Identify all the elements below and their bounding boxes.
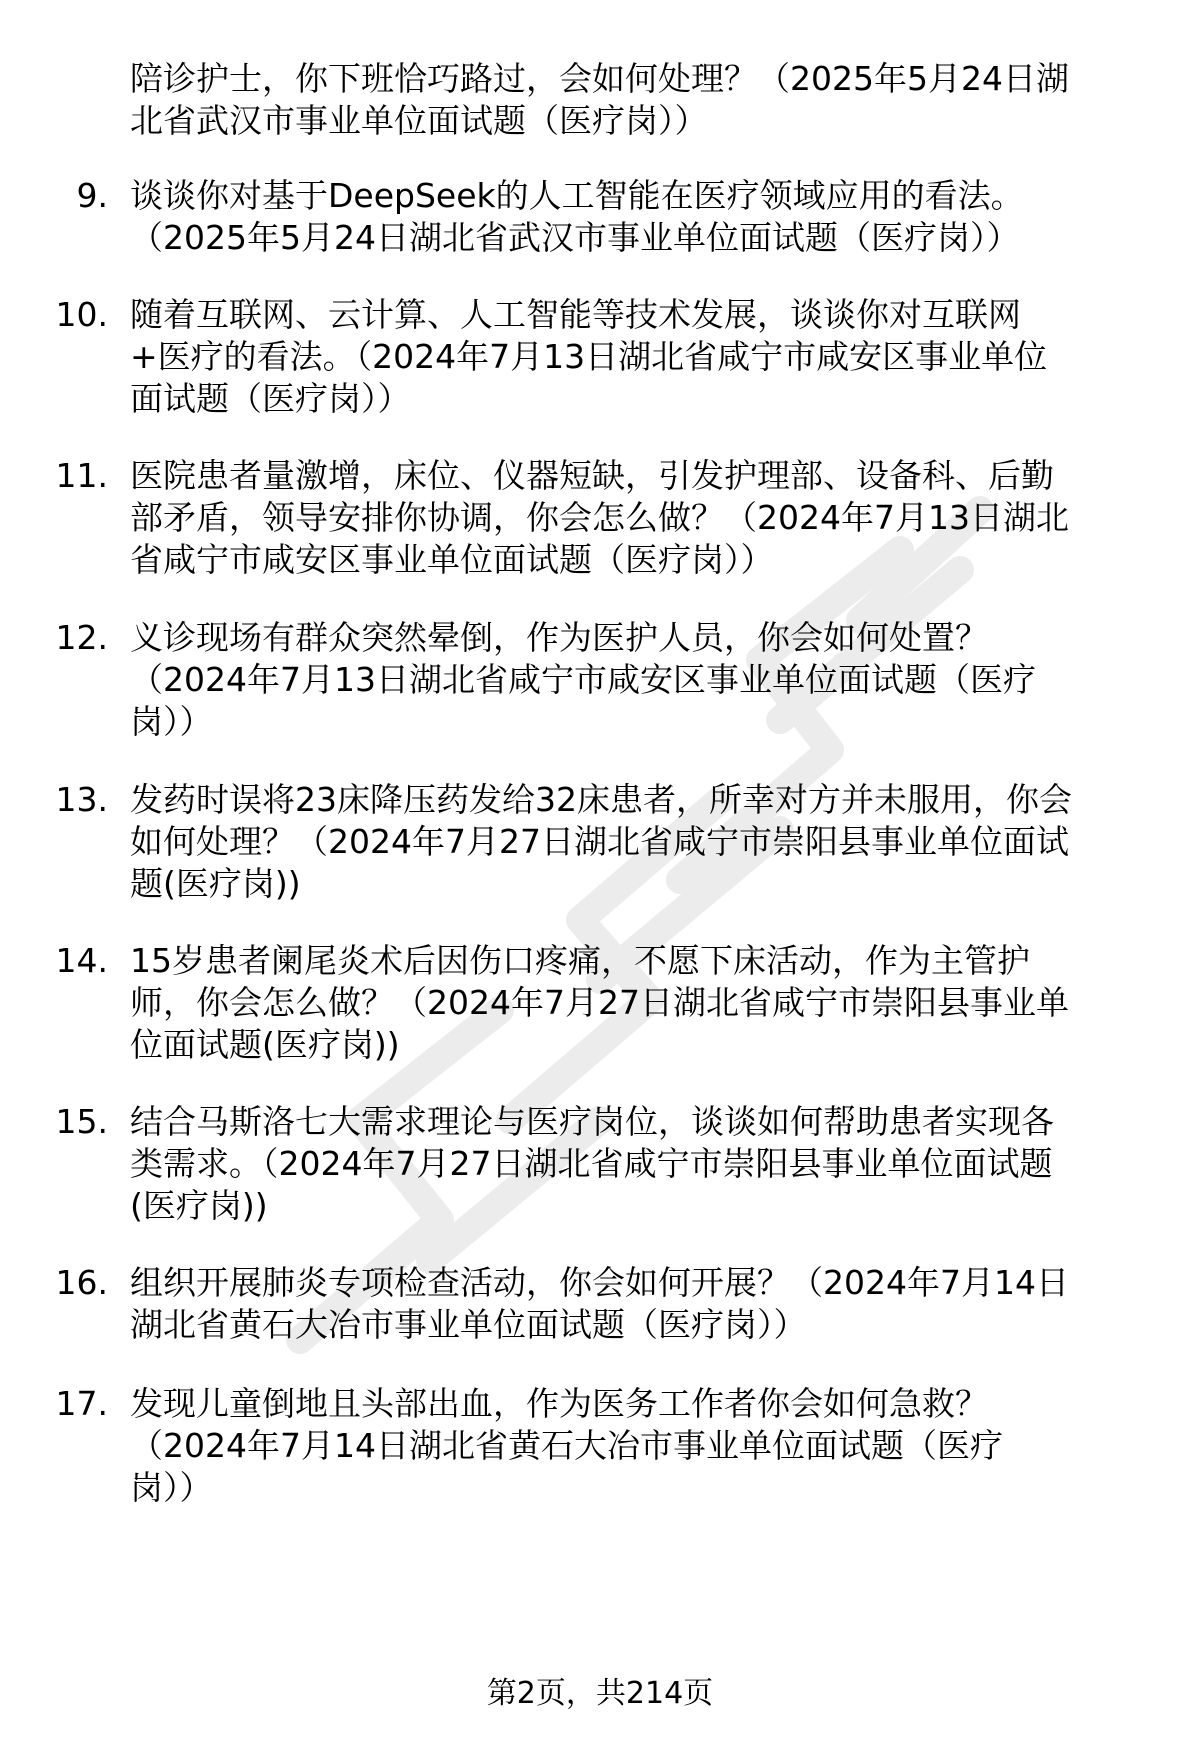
item-question: 陪诊护士，你下班恰巧路过，会如何处理？（2025年5月24日湖 北省武汉市事业单位面试题（医疗岗）） bbox=[130, 59, 1069, 140]
item-question: 医院患者量激增，床位、仪器短缺，引发护理部、设备科、后勤 部矛盾，领导安排你协调，你会怎么做？（2024年7月13日湖北 省咸宁市咸安区事业单位面试题（医疗岗）） bbox=[130, 456, 1069, 579]
item-number: 12. bbox=[55, 618, 108, 657]
item-question: 发药时误将23床降压药发给32床患者，所幸对方并未服用，你会 如何处理？（2024年7月27日湖北省咸宁市崇阳县事业单位面试 题(医疗岗)) bbox=[130, 780, 1072, 903]
item-number: 10. bbox=[55, 295, 108, 334]
item-number: 16. bbox=[55, 1263, 108, 1302]
list-item bbox=[50, 58, 1160, 142]
item-question: 发现儿童倒地且头部出血，作为医务工作者你会如何急救？ （2024年7月14日湖北省黄石大冶市事业单位面试题（医疗 岗）） bbox=[130, 1384, 1003, 1507]
list-item bbox=[50, 455, 1160, 581]
item-question: 义诊现场有群众突然晕倒，作为医护人员，你会如何处置？ （2024年7月13日湖北省咸宁市咸安区事业单位面试题（医疗 岗）） bbox=[130, 618, 1036, 741]
list-item bbox=[50, 1262, 1160, 1346]
item-question: 组织开展肺炎专项检查活动，你会如何开展？（2024年7月14日 湖北省黄石大冶市事业单位面试题（医疗岗）） bbox=[130, 1263, 1069, 1344]
item-question: 结合马斯洛七大需求理论与医疗岗位，谈谈如何帮助患者实现各 类需求。（2024年7月27日湖北省咸宁市崇阳县事业单位面试题 (医疗岗)) bbox=[130, 1102, 1054, 1225]
list-item bbox=[50, 294, 1160, 420]
item-number: 13. bbox=[55, 780, 108, 819]
list-item bbox=[50, 617, 1160, 743]
list-item bbox=[50, 1383, 1160, 1509]
item-question: 15岁患者阑尾炎术后因伤口疼痛，不愿下床活动，作为主管护 师，你会怎么做？（2024年7月27日湖北省咸宁市崇阳县事业单 位面试题(医疗岗)) bbox=[130, 941, 1069, 1064]
list-item bbox=[50, 779, 1160, 905]
item-number: 14. bbox=[55, 941, 108, 980]
list-item bbox=[50, 940, 1160, 1066]
list-item bbox=[50, 1101, 1160, 1227]
list-item bbox=[50, 175, 1160, 259]
page-footer: 第2页，共214页 bbox=[486, 1676, 714, 1711]
item-question: 随着互联网、云计算、人工智能等技术发展，谈谈你对互联网 +医疗的看法。（2024年7月13日湖北省咸宁市咸安区事业单位 面试题（医疗岗）） bbox=[130, 295, 1048, 418]
item-number: 15. bbox=[55, 1102, 108, 1141]
item-number: 9. bbox=[76, 176, 108, 215]
item-number: 17. bbox=[55, 1384, 108, 1423]
item-question: 谈谈你对基于DeepSeek的人工智能在医疗领域应用的看法。 （2025年5月24日湖北省武汉市事业单位面试题（医疗岗）） bbox=[130, 176, 1024, 257]
item-number: 11. bbox=[55, 456, 108, 495]
